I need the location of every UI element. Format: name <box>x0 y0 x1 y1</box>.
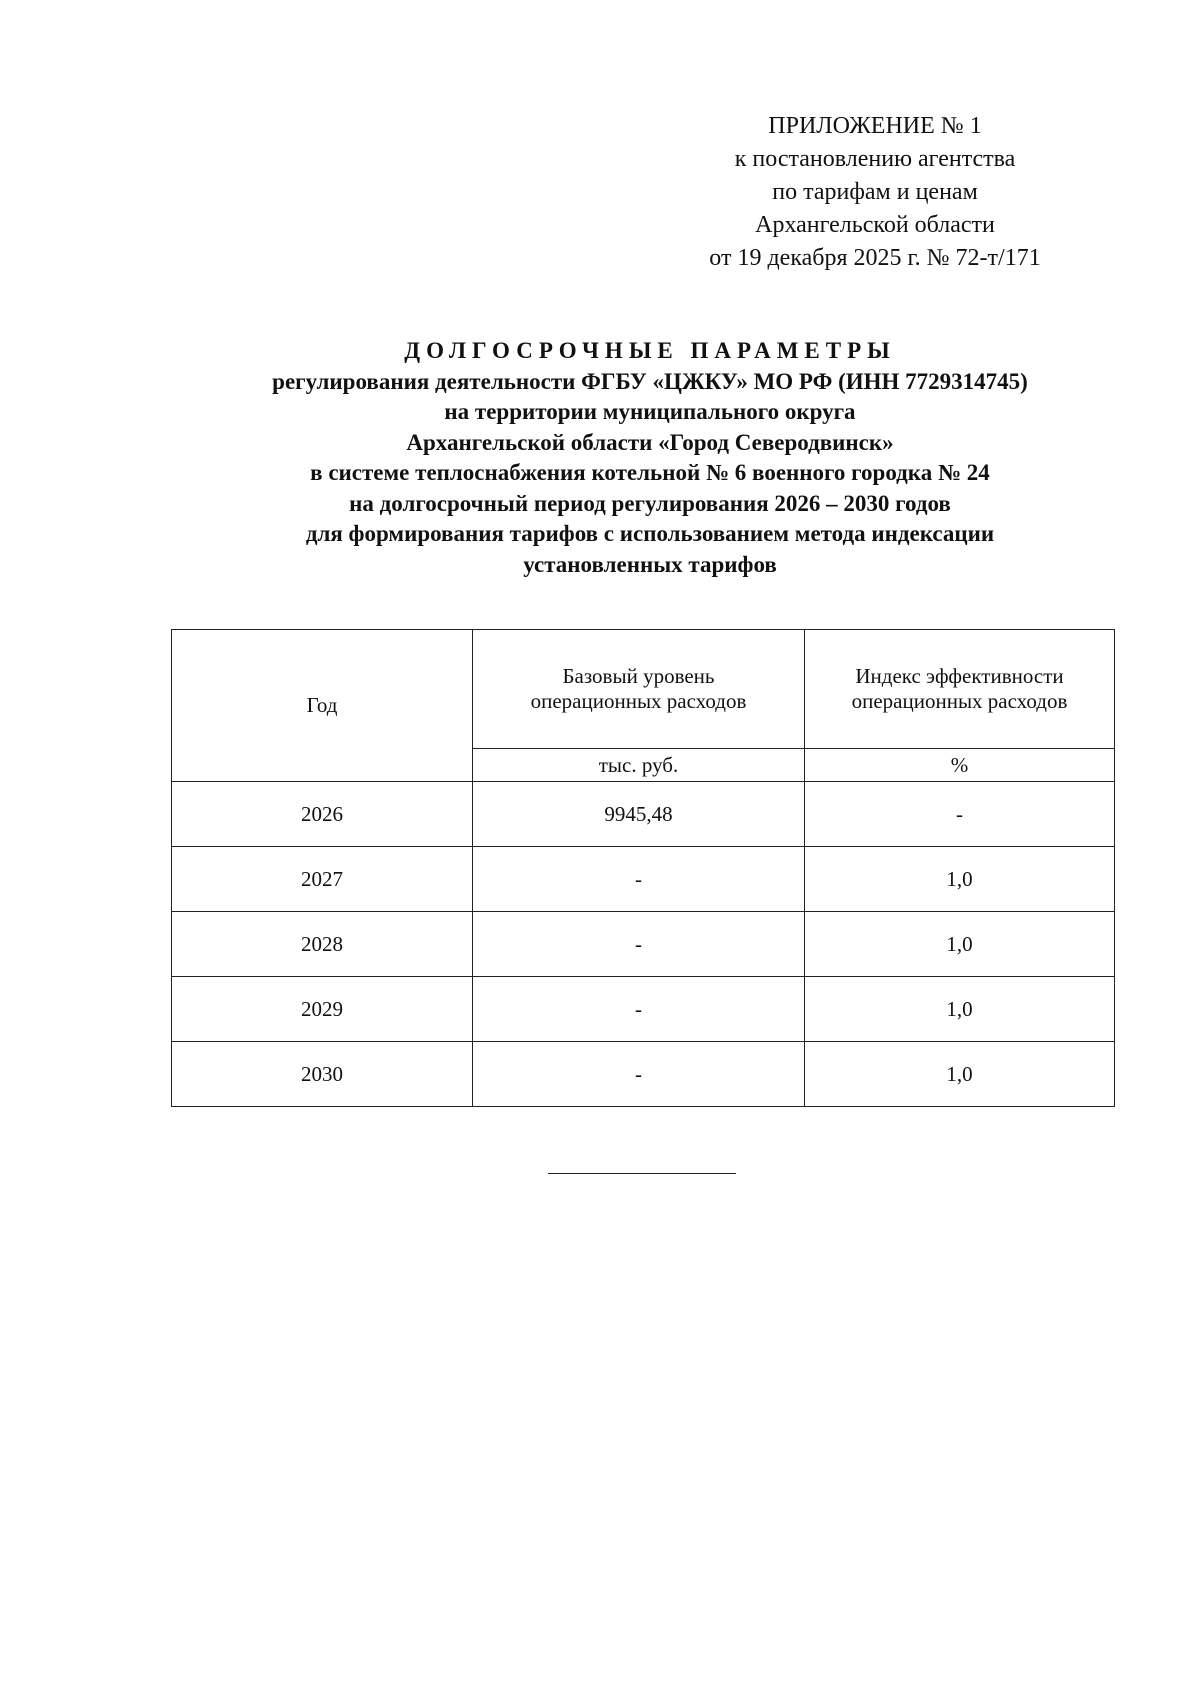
title-line: для формирования тарифов с использованием метода индексации <box>305 521 995 546</box>
table-row <box>172 912 1115 977</box>
header-line: операционных расходов <box>530 689 747 713</box>
title-line: регулирования деятельности ФГБУ «ЦЖКУ» МО РФ (ИНН 7729314745) <box>272 368 1028 394</box>
cell-efficiency-index: 1,0 <box>805 977 1115 1042</box>
appendix-header <box>640 110 1110 275</box>
appendix-line: к постановлению агентства <box>734 146 1016 172</box>
cell-base-level: 9945,48 <box>473 782 805 847</box>
table-row <box>172 977 1115 1042</box>
cell-year: 2026 <box>172 782 473 847</box>
header-efficiency-index <box>805 630 1115 749</box>
header-year: Год <box>172 630 473 782</box>
cell-year: 2028 <box>172 912 473 977</box>
appendix-line: Архангельской области <box>755 212 995 238</box>
unit-efficiency-index: % <box>805 749 1115 782</box>
appendix-line: по тарифам и ценам <box>772 179 978 205</box>
table-row <box>172 1042 1115 1107</box>
title-line: на долгосрочный период регулирования 2026 – 2030 годов <box>349 490 951 516</box>
cell-base-level: - <box>473 977 805 1042</box>
parameters-table <box>171 629 1115 1107</box>
cell-year: 2030 <box>172 1042 473 1107</box>
cell-efficiency-index: 1,0 <box>805 1042 1115 1107</box>
document-title <box>150 336 1150 580</box>
header-base-level <box>473 630 805 749</box>
cell-year: 2027 <box>172 847 473 912</box>
cell-base-level: - <box>473 1042 805 1107</box>
title-line: на территории муниципального округа <box>444 399 856 424</box>
unit-base-level: тыс. руб. <box>473 749 805 782</box>
cell-efficiency-index: 1,0 <box>805 847 1115 912</box>
header-line: Индекс эффективности <box>855 664 1064 688</box>
cell-base-level: - <box>473 847 805 912</box>
title-line: установленных тарифов <box>523 551 777 577</box>
header-line: операционных расходов <box>851 689 1068 713</box>
title-line: Архангельской области «Город Северодвинск» <box>406 429 894 455</box>
appendix-date-number: от 19 декабря 2025 г. № 72-т/171 <box>709 245 1041 271</box>
table-row <box>172 847 1115 912</box>
end-divider-line <box>548 1173 736 1174</box>
cell-year: 2029 <box>172 977 473 1042</box>
header-line: Базовый уровень <box>562 664 715 688</box>
appendix-number: ПРИЛОЖЕНИЕ № 1 <box>768 113 982 139</box>
title-heading: ДОЛГОСРОЧНЫЕ ПАРАМЕТРЫ <box>404 338 896 363</box>
table-row <box>172 782 1115 847</box>
cell-base-level: - <box>473 912 805 977</box>
cell-efficiency-index: - <box>805 782 1115 847</box>
table-header-row <box>172 630 1115 749</box>
cell-efficiency-index: 1,0 <box>805 912 1115 977</box>
title-line: в системе теплоснабжения котельной № 6 военного городка № 24 <box>310 460 990 485</box>
